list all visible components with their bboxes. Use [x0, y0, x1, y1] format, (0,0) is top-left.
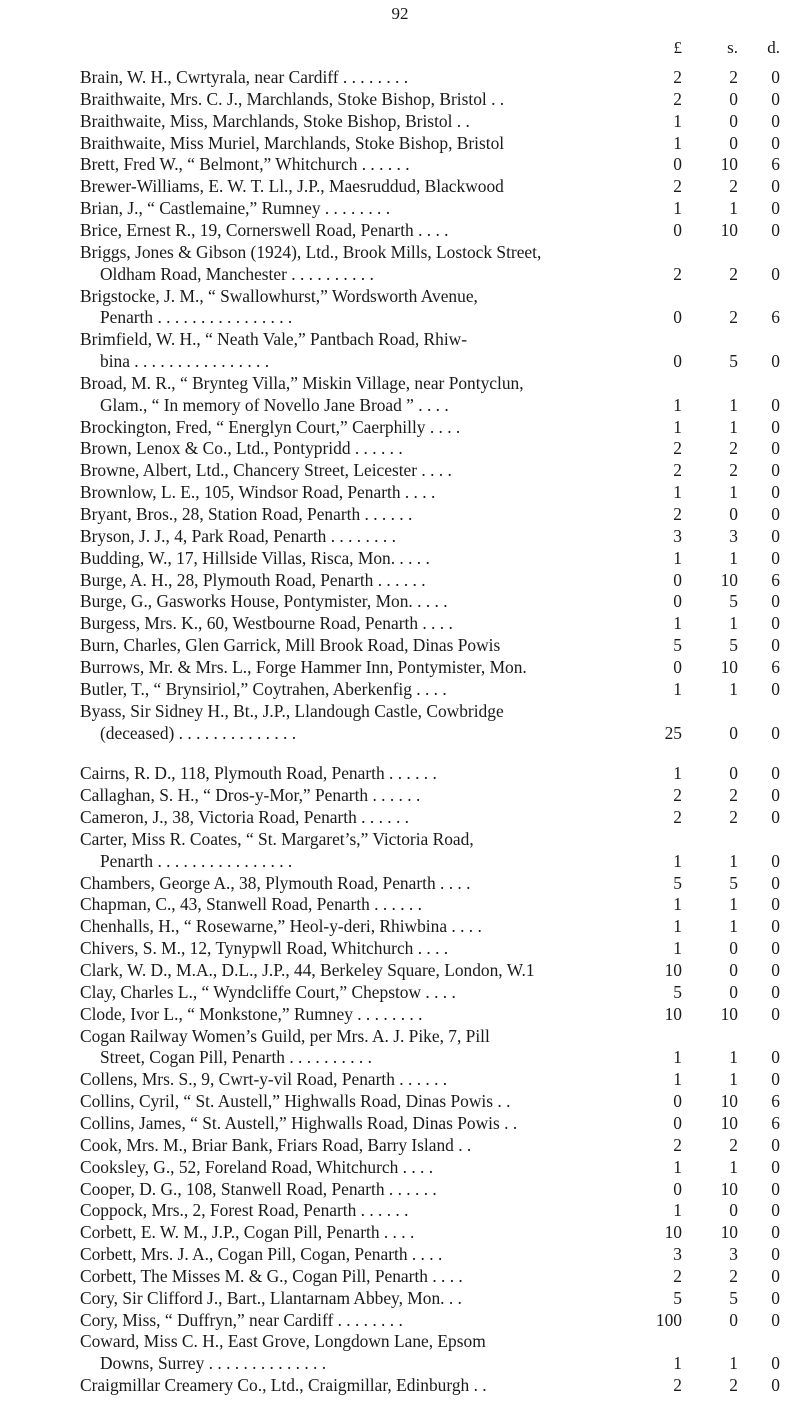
subscriber-text: Downs, Surrey . . . . . . . . . . . . . . [100, 1353, 327, 1374]
shillings-amount: 2 [729, 67, 738, 87]
pence-header: d. [767, 38, 780, 57]
pounds-amount: 0 [673, 1112, 682, 1133]
subscriber-entry [0, 132, 800, 154]
shillings-amount: 10 [720, 656, 738, 677]
pence-amount: 0 [771, 1353, 780, 1374]
pounds-amount: 3 [673, 1244, 682, 1265]
subscriber-text: Brigstocke, J. M., “ Swallowhurst,” Wordsworth Avenue, [80, 285, 478, 306]
subscriber-text: Broad, M. R., “ Brynteg Villa,” Miskin Village, near Pontyclun, [80, 372, 524, 393]
pence-amount: 0 [771, 1244, 780, 1265]
subscriber-entry [0, 241, 800, 263]
pounds-amount: 2 [673, 88, 682, 109]
shillings-amount: 0 [729, 504, 738, 524]
pounds-amount: 1 [673, 132, 682, 153]
subscriber-text: Burge, A. H., 28, Plymouth Road, Penarth . . . . . . [80, 569, 426, 590]
pounds-amount: 1 [673, 1047, 682, 1068]
pence-amount: 6 [771, 1112, 780, 1133]
shillings-amount: 5 [729, 635, 738, 656]
pounds-amount: 1 [673, 482, 682, 503]
pounds-amount: 1 [673, 850, 682, 871]
subscriber-entry [0, 547, 800, 569]
pounds-header: £ [673, 38, 682, 57]
subscriber-text: Braithwaite, Mrs. C. J., Marchlands, Stoke Bishop, Bristol . . [80, 88, 505, 109]
shillings-amount: 1 [729, 198, 738, 219]
shillings-amount: 1 [729, 482, 738, 503]
subscriber-entry [0, 285, 800, 307]
subscriber-text: Oldham Road, Manchester . . . . . . . . . . [100, 263, 374, 284]
pence-amount: 0 [771, 504, 780, 524]
shillings-amount: 2 [729, 785, 738, 806]
pence-amount: 0 [771, 807, 780, 828]
subscriber-entry [0, 1221, 800, 1243]
shillings-amount: 0 [729, 110, 738, 131]
pence-amount: 0 [771, 176, 780, 197]
pounds-amount: 1 [673, 1069, 682, 1090]
pounds-amount: 2 [673, 807, 682, 828]
pence-amount: 0 [771, 1265, 780, 1286]
subscriber-text: Corbett, The Misses M. & G., Cogan Pill, Penarth . . . . [80, 1265, 463, 1286]
pounds-amount: 1 [673, 1353, 682, 1374]
subscriber-entry-continuation [0, 394, 800, 416]
subscriber-entry [0, 828, 800, 850]
pence-amount: 0 [771, 132, 780, 153]
pence-amount: 0 [771, 785, 780, 806]
pounds-amount: 1 [673, 547, 682, 568]
subscriber-entry [0, 1374, 800, 1396]
subscriber-entry [0, 762, 800, 784]
pounds-amount: 1 [673, 938, 682, 959]
subscriber-entry [0, 678, 800, 700]
subscriber-entry [0, 1265, 800, 1287]
pence-amount: 0 [771, 916, 780, 937]
subscriber-text: Briggs, Jones & Gibson (1924), Ltd., Brook Mills, Lostock Street, [80, 241, 542, 262]
pounds-amount: 1 [673, 110, 682, 131]
subscriber-text: Burge, G., Gasworks House, Pontymister, Mon. . . . . [80, 591, 448, 612]
pence-amount: 0 [771, 1134, 780, 1155]
subscriber-text: Glam., “ In memory of Novello Jane Broad ” . . . . [100, 394, 449, 415]
subscriber-entry [0, 1112, 800, 1134]
subscriber-text: Cooper, D. G., 108, Stanwell Road, Penarth . . . . . . [80, 1178, 437, 1199]
pence-amount: 0 [771, 1375, 780, 1396]
subscriber-text: Bryson, J. J., 4, Park Road, Penarth . . . . . . . . [80, 525, 396, 546]
subscriber-text: Chivers, S. M., 12, Tynypwll Road, Whitchurch . . . . [80, 938, 449, 959]
subscriber-text: Brown, Lenox & Co., Ltd., Pontypridd . . . . . . [80, 438, 403, 459]
shillings-amount: 2 [729, 438, 738, 459]
shillings-amount: 0 [729, 1309, 738, 1330]
shillings-amount: 1 [729, 916, 738, 937]
shillings-amount: 0 [729, 88, 738, 109]
subscriber-text: Craigmillar Creamery Co., Ltd., Craigmillar, Edinburgh . . [80, 1375, 487, 1396]
shillings-amount: 1 [729, 613, 738, 634]
subscriber-entry [0, 981, 800, 1003]
pounds-amount: 0 [673, 1178, 682, 1199]
subscriber-text: Chenhalls, H., “ Rosewarne,” Heol-y-deri, Rhiwbina . . . . [80, 916, 482, 937]
subscriber-text: Braithwaite, Miss, Marchlands, Stoke Bishop, Bristol . . [80, 110, 470, 131]
page-number: 92 [391, 4, 409, 23]
subscriber-text: Cairns, R. D., 118, Plymouth Road, Penarth . . . . . . [80, 763, 437, 784]
subscriber-entry [0, 328, 800, 350]
subscriber-text: Street, Cogan Pill, Penarth . . . . . . . . . . [100, 1047, 372, 1068]
subscriber-entry [0, 1068, 800, 1090]
subscriber-text: Coward, Miss C. H., East Grove, Longdown Lane, Epsom [80, 1331, 486, 1352]
subscriber-text: Braithwaite, Miss Muriel, Marchlands, Stoke Bishop, Bristol [80, 132, 505, 153]
pence-amount: 0 [771, 482, 780, 503]
pence-amount: 0 [771, 591, 780, 612]
subscriber-entry [0, 1309, 800, 1331]
pence-amount: 0 [771, 722, 780, 743]
pence-amount: 0 [771, 1200, 780, 1221]
pounds-amount: 1 [673, 1200, 682, 1221]
pence-amount: 0 [771, 1047, 780, 1068]
subscriber-entry [0, 1287, 800, 1309]
pounds-amount: 5 [673, 635, 682, 656]
subscriber-entry [0, 1025, 800, 1047]
pence-amount: 6 [771, 154, 780, 175]
shillings-amount: 1 [729, 1069, 738, 1090]
pounds-amount: 100 [655, 1309, 682, 1330]
subscriber-entry [0, 481, 800, 503]
subscriber-entry [0, 503, 800, 525]
shillings-amount: 0 [729, 960, 738, 980]
pounds-amount: 2 [673, 67, 682, 87]
subscriber-text: Cook, Mrs. M., Briar Bank, Friars Road, Barry Island . . [80, 1134, 472, 1155]
pence-amount: 0 [771, 263, 780, 284]
subscriber-entry [0, 459, 800, 481]
pence-amount: 0 [771, 960, 780, 980]
subscriber-text: Brain, W. H., Cwrtyrala, near Cardiff . . . . . . . . [80, 67, 409, 87]
pence-amount: 0 [771, 88, 780, 109]
subscriber-text: Cooksley, G., 52, Foreland Road, Whitchurch . . . . [80, 1156, 434, 1177]
pence-amount: 0 [771, 1069, 780, 1090]
pence-amount: 0 [771, 416, 780, 437]
subscriber-entry [0, 197, 800, 219]
pounds-amount: 1 [673, 1156, 682, 1177]
subscriber-text: Collins, James, “ St. Austell,” Highwalls Road, Dinas Powis . . [80, 1112, 518, 1133]
subscriber-entry [0, 590, 800, 612]
pence-amount: 6 [771, 307, 780, 328]
pounds-amount: 1 [673, 916, 682, 937]
pence-amount: 0 [771, 894, 780, 915]
subscriber-entry [0, 959, 800, 981]
shillings-amount: 1 [729, 1156, 738, 1177]
pounds-amount: 25 [664, 722, 682, 743]
subscriber-entry-continuation [0, 350, 800, 372]
pence-amount: 0 [771, 394, 780, 415]
subscriber-text: Brett, Fred W., “ Belmont,” Whitchurch . . . . . . [80, 154, 410, 175]
subscriber-entry [0, 416, 800, 438]
subscriber-entry-continuation [0, 263, 800, 285]
subscriber-entry [0, 66, 800, 88]
subscriber-entry [0, 700, 800, 722]
subscriber-text: Cameron, J., 38, Victoria Road, Penarth . . . . . . [80, 807, 410, 828]
pounds-amount: 2 [673, 504, 682, 524]
pounds-amount: 0 [673, 591, 682, 612]
pounds-amount: 0 [673, 219, 682, 240]
pounds-amount: 0 [673, 569, 682, 590]
pounds-amount: 10 [664, 1222, 682, 1243]
subscriber-text: Corbett, Mrs. J. A., Cogan Pill, Cogan, Penarth . . . . [80, 1244, 443, 1265]
shillings-amount: 2 [729, 1375, 738, 1396]
shillings-amount: 10 [720, 1091, 738, 1112]
pence-amount: 0 [771, 850, 780, 871]
shillings-amount: 2 [729, 1134, 738, 1155]
pounds-amount: 2 [673, 1134, 682, 1155]
amount-column-headers [672, 38, 800, 58]
pounds-amount: 2 [673, 1375, 682, 1396]
subscriber-entry [0, 437, 800, 459]
subscriber-text: Penarth . . . . . . . . . . . . . . . . [100, 850, 293, 871]
subscriber-entry [0, 1003, 800, 1025]
subscriber-text: Collins, Cyril, “ St. Austell,” Highwalls Road, Dinas Powis . . [80, 1091, 511, 1112]
subscriber-text: Burgess, Mrs. K., 60, Westbourne Road, Penarth . . . . [80, 613, 453, 634]
shillings-amount: 2 [729, 1265, 738, 1286]
pounds-amount: 5 [673, 981, 682, 1002]
shillings-amount: 0 [729, 763, 738, 784]
subscriber-text: Brownlow, L. E., 105, Windsor Road, Penarth . . . . [80, 482, 436, 503]
subscriber-entry [0, 153, 800, 175]
subscriber-text: Chambers, George A., 38, Plymouth Road, Penarth . . . . [80, 872, 471, 893]
subscriber-text: Budding, W., 17, Hillside Villas, Risca, Mon. . . . . [80, 547, 430, 568]
pounds-amount: 2 [673, 460, 682, 481]
subscriber-text: Burrows, Mr. & Mrs. L., Forge Hammer Inn, Pontymister, Mon. [80, 656, 527, 677]
subscriber-text: Brewer-Williams, E. W. T. Ll., J.P., Maesruddud, Blackwood [80, 176, 504, 197]
shillings-amount: 5 [729, 351, 738, 372]
shillings-amount: 1 [729, 1353, 738, 1374]
shillings-amount: 10 [720, 1003, 738, 1024]
subscriber-entry [0, 784, 800, 806]
pounds-amount: 5 [673, 872, 682, 893]
subscriber-entry [0, 569, 800, 591]
pounds-amount: 2 [673, 785, 682, 806]
subscriber-entry [0, 656, 800, 678]
shillings-amount: 0 [729, 132, 738, 153]
shillings-amount: 3 [729, 1244, 738, 1265]
subscriber-entry-continuation [0, 1352, 800, 1374]
subscriber-text: Butler, T., “ Brynsiriol,” Coytrahen, Aberkenfig . . . . [80, 678, 447, 699]
pence-amount: 0 [771, 110, 780, 131]
subscriber-text: Chapman, C., 43, Stanwell Road, Penarth . . . . . . [80, 894, 422, 915]
shillings-amount: 0 [729, 722, 738, 743]
subscriber-entry [0, 175, 800, 197]
subscriber-text: Carter, Miss R. Coates, “ St. Margaret’s,” Victoria Road, [80, 828, 474, 849]
shillings-amount: 5 [729, 1287, 738, 1308]
pounds-amount: 0 [673, 307, 682, 328]
pounds-amount: 0 [673, 1091, 682, 1112]
pence-amount: 0 [771, 351, 780, 372]
subscriber-text: Cory, Sir Clifford J., Bart., Llantarnam Abbey, Mon. . . [80, 1287, 462, 1308]
subscriber-text: (deceased) . . . . . . . . . . . . . . [100, 722, 297, 743]
pence-amount: 0 [771, 525, 780, 546]
subscriber-text: Browne, Albert, Ltd., Chancery Street, Leicester . . . . [80, 460, 452, 481]
shillings-amount: 10 [720, 1112, 738, 1133]
pounds-amount: 0 [673, 656, 682, 677]
shillings-amount: 10 [720, 154, 738, 175]
subscriber-text: Cory, Miss, “ Duffryn,” near Cardiff . . . . . . . . [80, 1309, 403, 1330]
pounds-amount: 2 [673, 1265, 682, 1286]
shillings-amount: 1 [729, 1047, 738, 1068]
pence-amount: 6 [771, 1091, 780, 1112]
subscriber-entry [0, 88, 800, 110]
subscriber-text: Brian, J., “ Castlemaine,” Rumney . . . . . . . . [80, 198, 391, 219]
subscriber-entry [0, 1243, 800, 1265]
subscriber-entry [0, 1178, 800, 1200]
pounds-amount: 10 [664, 1003, 682, 1024]
pence-amount: 0 [771, 67, 780, 87]
subscriber-text: Corbett, E. W. M., J.P., Cogan Pill, Penarth . . . . [80, 1222, 415, 1243]
pounds-amount: 1 [673, 613, 682, 634]
pounds-amount: 0 [673, 154, 682, 175]
pence-amount: 0 [771, 678, 780, 699]
subscriber-entry [0, 372, 800, 394]
pounds-amount: 1 [673, 394, 682, 415]
subscriber-entry [0, 893, 800, 915]
shillings-amount: 10 [720, 1222, 738, 1243]
pounds-amount: 1 [673, 763, 682, 784]
pence-amount: 0 [771, 1309, 780, 1330]
pence-amount: 0 [771, 219, 780, 240]
subscriber-text: bina . . . . . . . . . . . . . . . . [100, 351, 270, 372]
subscriber-entry [0, 915, 800, 937]
subscriber-text: Brimfield, W. H., “ Neath Vale,” Pantbach Road, Rhiw- [80, 329, 468, 350]
shillings-amount: 1 [729, 547, 738, 568]
shillings-amount: 10 [720, 569, 738, 590]
pounds-amount: 1 [673, 198, 682, 219]
pence-amount: 0 [771, 1222, 780, 1243]
subscriber-text: Clark, W. D., M.A., D.L., J.P., 44, Berkeley Square, London, W.1 [80, 960, 535, 980]
subscriber-text: Coppock, Mrs., 2, Forest Road, Penarth . . . . . . [80, 1200, 409, 1221]
pence-amount: 0 [771, 872, 780, 893]
subscriber-entry [0, 634, 800, 656]
pounds-amount: 2 [673, 263, 682, 284]
subscriber-entry [0, 110, 800, 132]
subscriber-text: Brice, Ernest R., 19, Cornerswell Road, Penarth . . . . [80, 219, 449, 240]
subscriber-entry [0, 1199, 800, 1221]
subscriber-text: Collens, Mrs. S., 9, Cwrt-y-vil Road, Penarth . . . . . . [80, 1069, 448, 1090]
shillings-amount: 10 [720, 219, 738, 240]
pounds-amount: 1 [673, 894, 682, 915]
shillings-amount: 10 [720, 1178, 738, 1199]
shillings-amount: 2 [729, 807, 738, 828]
pounds-amount: 5 [673, 1287, 682, 1308]
shillings-amount: 1 [729, 678, 738, 699]
shillings-amount: 2 [729, 307, 738, 328]
pence-amount: 0 [771, 1287, 780, 1308]
subscriber-text: Clode, Ivor L., “ Monkstone,” Rumney . . . . . . . . [80, 1003, 423, 1024]
shillings-amount: 1 [729, 416, 738, 437]
pence-amount: 0 [771, 198, 780, 219]
pence-amount: 0 [771, 1178, 780, 1199]
shillings-amount: 2 [729, 263, 738, 284]
subscriber-text: Brockington, Fred, “ Energlyn Court,” Caerphilly . . . . [80, 416, 461, 437]
subscriber-entry [0, 937, 800, 959]
shillings-amount: 0 [729, 981, 738, 1002]
shillings-amount: 3 [729, 525, 738, 546]
shillings-amount: 5 [729, 872, 738, 893]
pence-amount: 6 [771, 656, 780, 677]
pence-amount: 6 [771, 569, 780, 590]
pence-amount: 0 [771, 635, 780, 656]
subscriber-text: Burn, Charles, Glen Garrick, Mill Brook Road, Dinas Powis [80, 635, 501, 656]
pounds-amount: 0 [673, 351, 682, 372]
pounds-amount: 2 [673, 438, 682, 459]
subscriber-entry [0, 525, 800, 547]
pence-amount: 0 [771, 1156, 780, 1177]
pence-amount: 0 [771, 981, 780, 1002]
shillings-amount: 5 [729, 591, 738, 612]
subscriber-entry [0, 872, 800, 894]
shillings-amount: 0 [729, 1200, 738, 1221]
shillings-amount: 2 [729, 460, 738, 481]
subscriber-entry-continuation [0, 306, 800, 328]
pence-amount: 0 [771, 547, 780, 568]
subscriber-text: Clay, Charles L., “ Wyndcliffe Court,” Chepstow . . . . [80, 981, 456, 1002]
subscriber-text: Callaghan, S. H., “ Dros-y-Mor,” Penarth . . . . . . [80, 785, 421, 806]
shillings-amount: 0 [729, 938, 738, 959]
subscriber-entry [0, 219, 800, 241]
subscriber-text: Byass, Sir Sidney H., Bt., J.P., Llandough Castle, Cowbridge [80, 700, 504, 721]
subscriber-text: Bryant, Bros., 28, Station Road, Penarth . . . . . . [80, 504, 413, 524]
subscriber-entry-continuation [0, 1046, 800, 1068]
subscriber-entry [0, 1134, 800, 1156]
pounds-amount: 3 [673, 525, 682, 546]
subscriber-entry [0, 612, 800, 634]
subscriber-text: Penarth . . . . . . . . . . . . . . . . [100, 307, 293, 328]
subscriber-entry [0, 806, 800, 828]
pence-amount: 0 [771, 763, 780, 784]
shillings-header: s. [727, 38, 738, 57]
shillings-amount: 1 [729, 894, 738, 915]
subscriber-text: Cogan Railway Women’s Guild, per Mrs. A. J. Pike, 7, Pill [80, 1025, 490, 1046]
pounds-amount: 1 [673, 416, 682, 437]
pence-amount: 0 [771, 938, 780, 959]
pounds-amount: 1 [673, 678, 682, 699]
pence-amount: 0 [771, 613, 780, 634]
pence-amount: 0 [771, 460, 780, 481]
pence-amount: 0 [771, 438, 780, 459]
pounds-amount: 2 [673, 176, 682, 197]
subscriber-entry [0, 1330, 800, 1352]
subscriber-entry [0, 1090, 800, 1112]
shillings-amount: 2 [729, 176, 738, 197]
subscriber-entry-continuation [0, 850, 800, 872]
pounds-amount: 10 [664, 960, 682, 980]
pence-amount: 0 [771, 1003, 780, 1024]
subscriber-entry-continuation [0, 722, 800, 744]
shillings-amount: 1 [729, 850, 738, 871]
subscriber-entry [0, 1156, 800, 1178]
shillings-amount: 1 [729, 394, 738, 415]
